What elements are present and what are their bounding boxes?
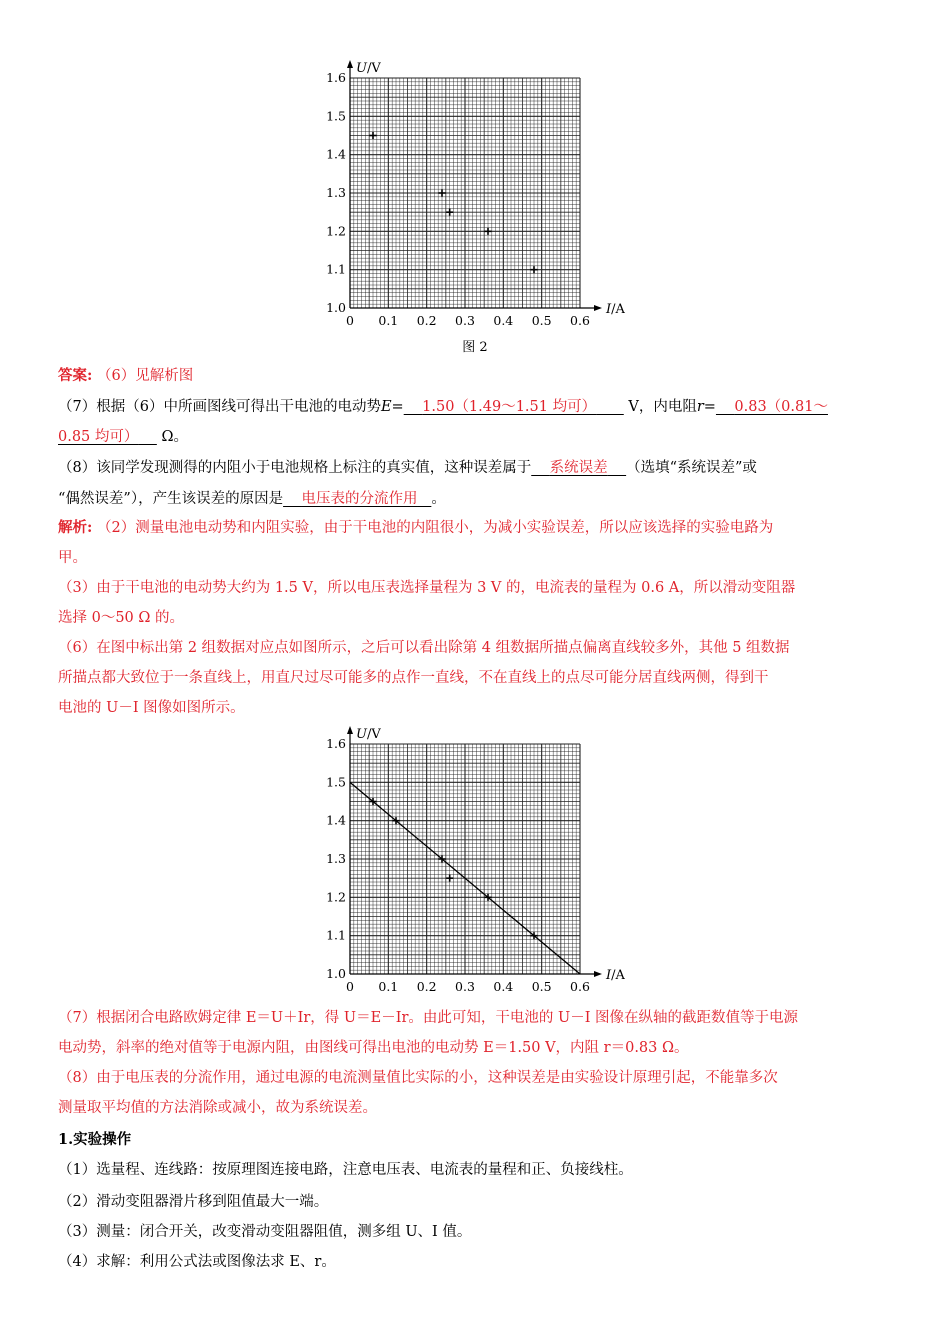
answer-E-value: 1.50（1.49～1.51 均可）	[422, 399, 597, 415]
answer-line-7b	[58, 427, 888, 447]
y-tick-label: 1.3	[326, 851, 346, 866]
procedure-heading: 1.实验操作	[58, 1131, 132, 1148]
analysis-p8-2: 测量取平均值的方法消除或减小，故为系统误差。	[58, 1100, 377, 1116]
data-point	[446, 875, 453, 882]
x-tick-label: 0.5	[531, 313, 552, 328]
answer-part7-eq: =	[391, 399, 404, 415]
answer-part7-E: E	[380, 399, 392, 415]
analysis-p3-1: （3）由于干电池的电动势大约为 1.5 V，所以电压表选择量程为 3 V 的，电流表的量程为 0.6 A，所以滑动变阻器	[58, 580, 796, 596]
analysis-p3-2: 选择 0～50 Ω 的。	[58, 610, 185, 626]
x-axis-label: I/A	[606, 302, 625, 317]
answer-part8-choice: （选填“系统误差”或	[626, 460, 757, 476]
answer-part8-text-2: “偶然误差”），产生该误差的原因是	[58, 491, 284, 507]
y-tick-label: 1.2	[326, 889, 346, 905]
data-point	[531, 266, 538, 273]
y-tick-label: 1.2	[326, 223, 346, 239]
data-point	[439, 190, 446, 197]
y-tick-label: 1.5	[326, 108, 346, 124]
answer-part7-eq2: =	[703, 399, 716, 415]
y-tick-label: 1.1	[326, 261, 346, 277]
answer-label: 答案:	[58, 367, 93, 384]
x-axis-arrow	[594, 305, 602, 311]
x-tick-label: 0	[346, 979, 354, 994]
procedure-step-3: （3）测量：闭合开关，改变滑动变阻器阻值，测多组 U、I 值。	[58, 1224, 472, 1240]
x-tick-label: 0.1	[378, 313, 399, 328]
procedure-step-4: （4）求解：利用公式法或图像法求 E、r。	[58, 1254, 336, 1270]
x-tick-label: 0	[346, 313, 354, 328]
x-tick-label: 0.4	[493, 979, 514, 994]
analysis-p6-1: （6）在图中标出第 2 组数据对应点如图所示，之后可以看出除第 4 组数据所描点偏离直线较多外，其他 5 组数据	[58, 640, 790, 656]
y-axis-label: U/V	[356, 61, 381, 76]
y-tick-label: 1.6	[326, 736, 346, 751]
x-tick-label: 0.3	[455, 979, 475, 994]
analysis-p7-1: （7）根据闭合电路欧姆定律 E＝U＋Ir，得 U＝E－Ir。由此可知，干电池的 U－I 图像在纵轴的截距数值等于电源	[58, 1010, 799, 1026]
grid-lines	[350, 744, 580, 974]
x-tick-label: 0.2	[416, 313, 437, 328]
y-tick-label: 1.1	[326, 927, 346, 943]
analysis-line-2	[58, 518, 888, 538]
x-tick-label: 0.6	[570, 313, 590, 328]
grid-lines	[350, 78, 580, 308]
answer-part7-unit-text: V，内电阻	[628, 399, 697, 415]
analysis-p2-2: 甲。	[58, 550, 87, 566]
y-axis-arrow	[347, 726, 353, 734]
x-axis-arrow	[594, 971, 602, 977]
answer-part7-text: （7）根据（6）中所画图线可得出干电池的电动势	[58, 399, 381, 415]
answer-line-7	[58, 397, 888, 417]
y-tick-label: 1.0	[326, 300, 346, 315]
procedure-step-1: （1）选量程、连线路：按原理图连接电路，注意电压表、电流表的量程和正、负接线柱。	[58, 1162, 633, 1178]
y-tick-label: 1.3	[326, 185, 346, 200]
answer-part6: （6）见解析图	[96, 368, 194, 384]
answer-blank-error-type: 系统误差	[549, 460, 608, 476]
answer-blank-reason: 电压表的分流作用	[301, 491, 418, 507]
answer-part7-r: r	[696, 399, 704, 415]
analysis-p6-2: 所描点都大致位于一条直线上，用直尺过尽可能多的点作一直线，不在直线上的点尽可能分居直线两侧，得到干	[58, 670, 769, 686]
analysis-p6-3: 电池的 U－I 图像如图所示。	[58, 700, 245, 716]
x-tick-label: 0.3	[455, 313, 475, 328]
x-tick-label: 0.2	[416, 979, 437, 994]
answer-r-value-2: 0.85 均可）	[58, 429, 139, 445]
answer-line-8b	[58, 489, 888, 509]
analysis-label: 解析:	[58, 519, 93, 536]
chart-fit-line	[300, 726, 640, 998]
x-tick-label: 0.4	[493, 313, 514, 328]
answer-part8-text: （8）该同学发现测得的内阻小于电池规格上标注的真实值，这种误差属于	[58, 460, 532, 476]
y-axis-label: U/V	[356, 727, 381, 742]
procedure-step-2: （2）滑动变阻器滑片移到阻值最大一端。	[58, 1194, 329, 1210]
analysis-p2-1: （2）测量电池电动势和内阻实验，由于干电池的内阻很小，为减小实验误差，所以应该选择的实验电路为	[96, 520, 774, 536]
y-tick-label: 1.0	[326, 966, 346, 981]
y-axis-arrow	[347, 60, 353, 68]
chart-figure-2	[300, 60, 640, 332]
analysis-p7-2: 电动势，斜率的绝对值等于电源内阻，由图线可得出电池的电动势 E＝1.50 V，内阻 r＝0.83 Ω。	[58, 1040, 689, 1056]
answer-r-value-1: 0.83（0.81～	[734, 399, 828, 415]
answer-line-8	[58, 458, 888, 478]
data-point	[446, 209, 453, 216]
answer-part7-ohm: Ω。	[161, 429, 188, 445]
figure-caption: 图 2	[462, 340, 488, 355]
analysis-p8-1: （8）由于电压表的分流作用，通过电源的电流测量值比实际的小，这种误差是由实验设计原理引起，不能靠多次	[58, 1070, 778, 1086]
y-tick-label: 1.6	[326, 70, 346, 85]
data-point	[485, 228, 492, 235]
x-tick-label: 0.1	[378, 979, 399, 994]
x-axis-label: I/A	[606, 968, 625, 983]
answer-line-6	[58, 366, 888, 386]
y-tick-label: 1.4	[326, 146, 346, 162]
data-point	[370, 132, 377, 139]
x-tick-label: 0.6	[570, 979, 590, 994]
answer-part8-end: 。	[431, 491, 446, 507]
y-tick-label: 1.4	[326, 812, 346, 828]
x-tick-label: 0.5	[531, 979, 552, 994]
y-tick-label: 1.5	[326, 774, 346, 790]
